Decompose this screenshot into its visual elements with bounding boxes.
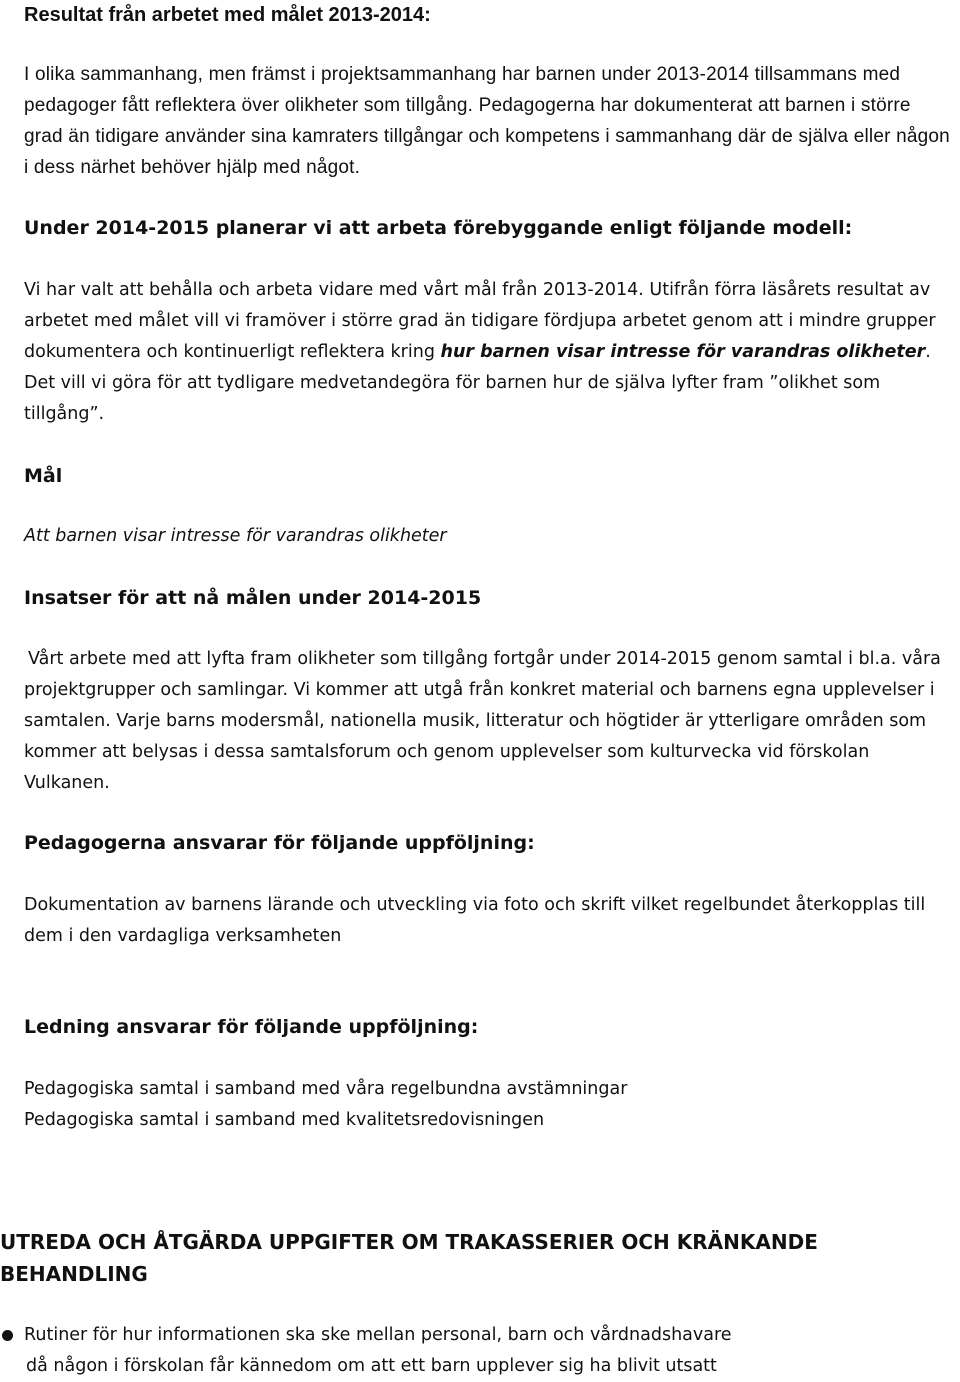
plan-paragraph-text-1: Vi har valt att behålla och arbeta vidare med vårt mål från 2013-2014. Utifrån förra läsårets resultat av arbetet med målet vill vi framöver i större grad än tidigare fördjupa arbetet genom att i mindre grupper dokumentera och kontinuerligt reflektera kring — [24, 280, 936, 362]
investigate-heading-line-1: UTREDA OCH ÅTGÄRDA UPPGIFTER OM TRAKASSERIER OCH KRÄNKANDE — [0, 1230, 818, 1254]
plan-paragraph-emphasis: hur barnen visar intresse för varandras olikheter — [440, 342, 926, 362]
plan-paragraph — [24, 275, 952, 430]
investigate-heading-line-2: BEHANDLING — [0, 1262, 148, 1286]
investigate-list-item — [0, 1320, 952, 1382]
management-line-1: Pedagogiska samtal i samband med våra regelbundna avstämningar — [24, 1079, 628, 1099]
results-paragraph: I olika sammanhang, men främst i projektsammanhang har barnen under 2013-2014 tillsammans med pedagoger fått reflektera över olikheter som tillgång. Pedagogerna har dokumenterat att barnen i större grad än tidigare använder sina kamraters tillgångar och kompetens i sammanhang där de själva eller någon i dess närhet behöver hjälp med något. — [24, 64, 950, 178]
bullet-icon — [2, 1330, 13, 1341]
teachers-heading: Pedagogerna ansvarar för följande uppföljning: — [24, 832, 535, 854]
goal-text: Att barnen visar intresse för varandras olikheter — [24, 526, 447, 546]
plan-paragraph-text-2: . Det vill vi göra för att tydligare medvetandegöra för barnen hur de själva lyfter fram ”olikhet som tillgång”. — [24, 342, 931, 424]
investigate-bullet-line-2: då någon i förskolan får kännedom om att ett barn upplever sig ha blivit utsatt — [26, 1356, 717, 1376]
efforts-paragraph: Vårt arbete med att lyfta fram olikheter som tillgång fortgår under 2014-2015 genom samtal i bl.a. våra projektgrupper och samlingar. Vi kommer att utgå från konkret material och barnens egna upplevelser i samtalen. Varje barns modersmål, nationella musik, litteratur och högtider är ytterligare områden som kommer att belysas i dessa samtalsforum och genom upplevelser som kulturvecka vid förskolan Vulkanen. — [24, 649, 941, 793]
plan-heading: Under 2014-2015 planerar vi att arbeta förebyggande enligt följande modell: — [24, 217, 853, 239]
teachers-paragraph: Dokumentation av barnens lärande och utveckling via foto och skrift vilket regelbundet återkopplas till dem i den vardagliga verksamheten — [24, 895, 926, 946]
management-heading: Ledning ansvarar för följande uppföljning: — [24, 1016, 479, 1038]
goal-heading: Mål — [24, 465, 63, 487]
investigate-bullet-line-1: Rutiner för hur informationen ska ske mellan personal, barn och vårdnadshavare — [24, 1325, 732, 1345]
management-line-2: Pedagogiska samtal i samband med kvalitetsredovisningen — [24, 1110, 545, 1130]
efforts-heading: Insatser för att nå målen under 2014-2015 — [24, 587, 482, 609]
investigate-heading — [0, 1226, 952, 1290]
results-heading: Resultat från arbetet med målet 2013-2014: — [24, 4, 431, 26]
